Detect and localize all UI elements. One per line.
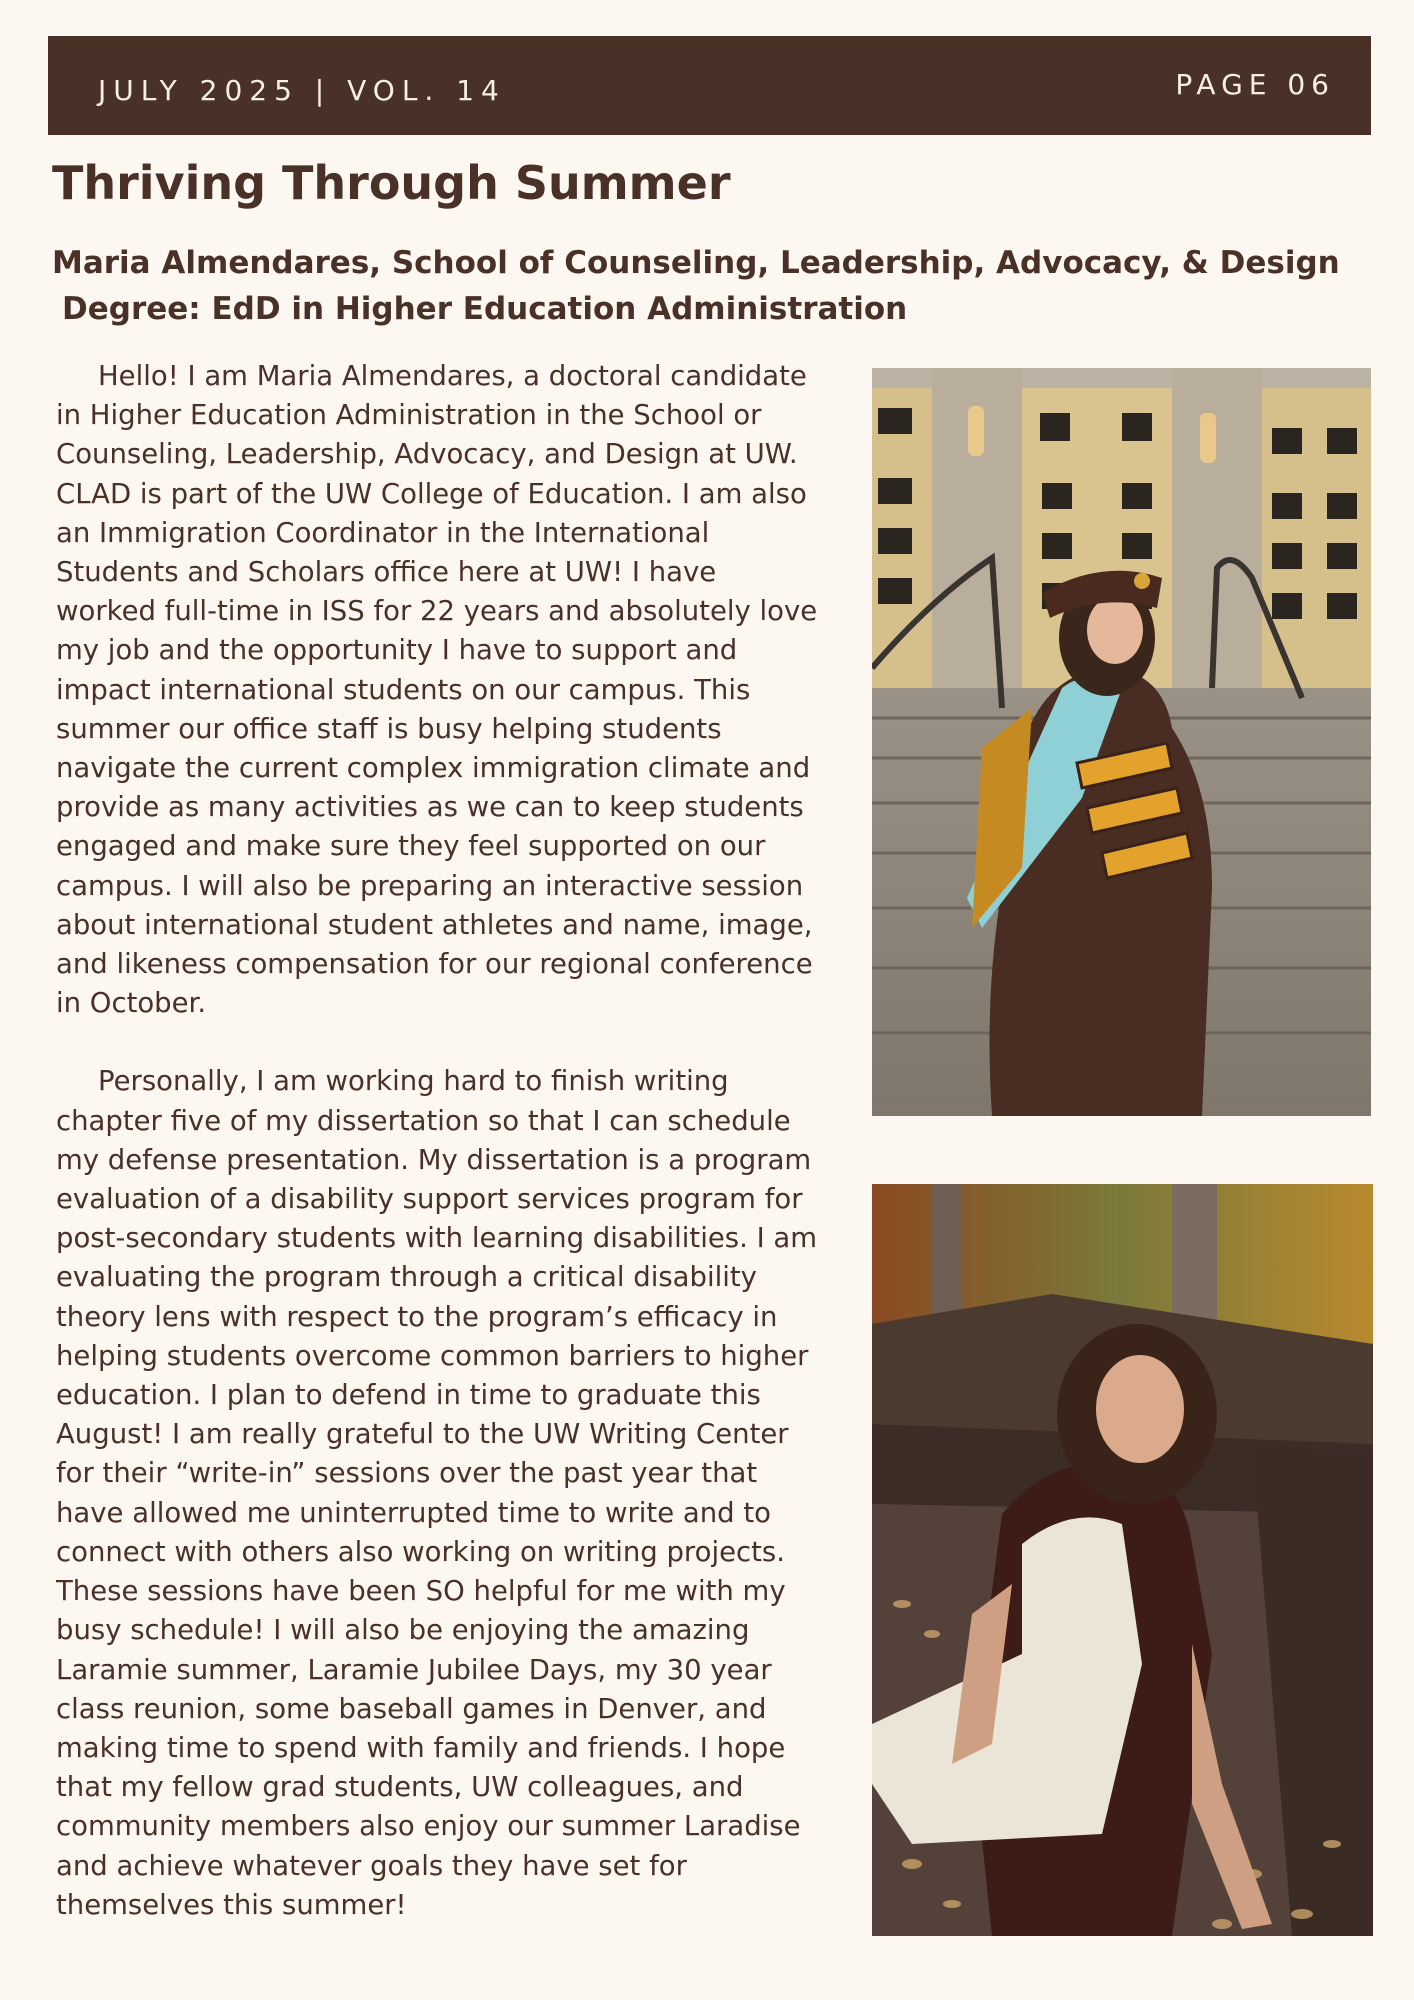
page-number: PAGE 06 [1175, 68, 1335, 101]
issue-date-volume: JULY 2025 | VOL. 14 [98, 74, 506, 107]
portrait-photo [872, 1184, 1373, 1936]
author-degree: Degree: EdD in Higher Education Administration [62, 291, 908, 327]
graduation-photo [872, 368, 1371, 1116]
article-paragraph-1: Hello! I am Maria Almendares, a doctoral candidate in Higher Education Administration in the School or Counseling, Leadership, Advocacy, and Design at UW. CLAD is part of the UW College of Education. I am also an Immigration Coordinator in the International Students and Scholars office here at UW! I have worked full-time in ISS for 22 years and absolutely love my job and the opportunity I have to support and impact international students on our campus. This summer our office staff is busy helping students navigate the current complex immigration climate and provide as many activities as we can to keep students engaged and make sure they feel supported on our campus. I will also be preparing an interactive session about international student athletes and name, image, and likeness compensation for our regional conference in October. [56, 360, 818, 1020]
article-paragraph-2: Personally, I am working hard to finish writing chapter five of my dissertation so that I can schedule my defense presentation. My dissertation is a program evaluation of a disability support services program for post-secondary students with learning disabilities. I am evaluating the program through a critical disability theory lens with respect to the program’s efficacy in helping students overcome common barriers to higher education. I plan to defend in time to graduate this August! I am really grateful to the UW Writing Center for their “write-in” sessions over the past year that have allowed me uninterrupted time to write and to connect with others also working on writing projects. These sessions have been SO helpful for me with my busy schedule! I will also be enjoying the amazing Laramie summer, Laramie Jubilee Days, my 30 year class reunion, some baseball games in Denver, and making time to spend with family and friends. I hope that my fellow grad students, UW colleagues, and community members also enjoy our summer Laradise and achieve whatever goals they have set for themselves this summer! [56, 1065, 818, 1921]
article-title: Thriving Through Summer [52, 156, 731, 210]
header-bar [48, 36, 1371, 135]
article-byline [52, 240, 1340, 332]
author-school: Maria Almendares, School of Counseling, Leadership, Advocacy, & Design [52, 245, 1340, 281]
article-body [56, 357, 822, 1964]
